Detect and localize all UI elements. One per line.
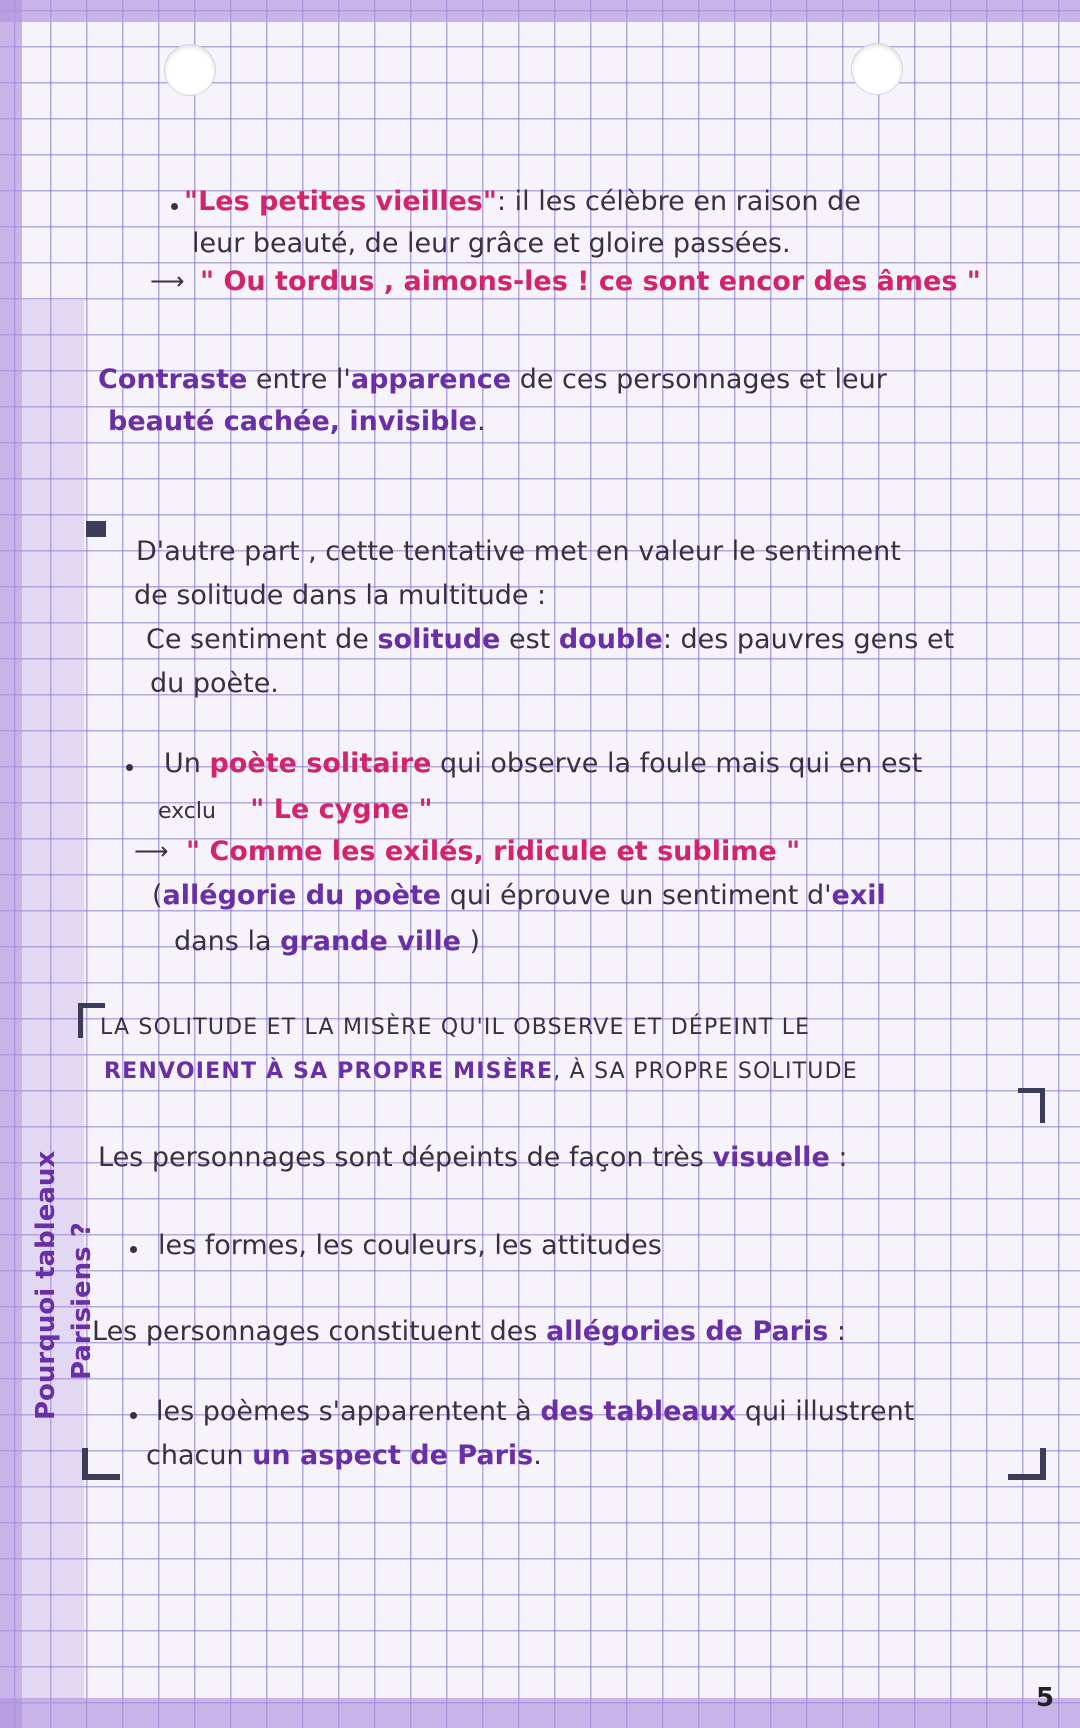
tableaux-text: Les personnages sont dépeints de façon très <box>98 1142 704 1173</box>
hidden-beauty-keyword: beauté cachée, invisible <box>108 406 477 437</box>
arrow-icon: ⟶ <box>150 267 185 295</box>
punch-hole-left <box>165 45 215 95</box>
paren-open: ( <box>152 880 163 911</box>
quote-line: " Ou tordus , aimons-les ! ce sont encor des âmes " <box>200 266 981 297</box>
cygne-line-5 <box>174 924 480 960</box>
colon: : <box>838 1142 848 1173</box>
period-2: . <box>533 1440 542 1471</box>
caps-line-1: LA SOLITUDE ET LA MISÈRE QU'IL OBSERVE ET DÉPEINT LE <box>100 1015 811 1040</box>
bullet-dot <box>130 1246 137 1253</box>
cygne-line-1 <box>164 746 922 782</box>
solitude-text: Ce sentiment de <box>146 624 369 655</box>
page-edge-left <box>0 0 22 1728</box>
solitary-poet-keyword: poète solitaire <box>209 748 432 779</box>
section-marker-icon <box>86 521 106 537</box>
solitude-text-2: est <box>508 624 551 655</box>
cygne-text-3: qui éprouve un sentiment d' <box>449 880 832 911</box>
allegory-keyword: allégorie du poète <box>162 880 442 911</box>
bracket-bottom-left-icon <box>82 1448 120 1480</box>
solitude-text-3: : des pauvres gens et <box>662 624 955 655</box>
paintings-keyword: des tableaux <box>540 1396 737 1427</box>
cygne-text-2: qui observe la foule mais qui en est <box>440 748 923 779</box>
margin-note-line-2: Parisiens ? <box>67 1222 97 1380</box>
solitude-line-3 <box>146 622 954 658</box>
solitude-line-4: du poète. <box>150 668 279 699</box>
exile-keyword: exil <box>831 880 886 911</box>
tableaux-line-5 <box>146 1438 542 1474</box>
contrast-text: entre l' <box>255 364 351 395</box>
allegories-keyword: allégories de Paris <box>546 1316 829 1347</box>
petites-vieilles-line-2: leur beauté, de leur grâce et gloire passées. <box>192 228 791 259</box>
page-number: 5 <box>1036 1683 1055 1713</box>
solitude-line-2: de solitude dans la multitude : <box>134 580 547 611</box>
cygne-text-4: dans la <box>174 926 272 957</box>
colon-2: : <box>836 1316 847 1347</box>
tableaux-text-2: Les personnages constituent des <box>92 1316 538 1347</box>
cygne-title: " Le cygne " <box>250 794 433 825</box>
tableaux-line-1 <box>98 1140 847 1176</box>
cygne-line-4 <box>152 878 886 914</box>
solitude-keyword: solitude <box>377 624 501 655</box>
bracket-top-right-icon <box>1018 1088 1045 1123</box>
margin-note-line-1: Pourquoi tableaux <box>31 1150 61 1420</box>
misery-keyword: RENVOIENT À SA PROPRE MISÈRE <box>104 1059 554 1084</box>
big-city-keyword: grande ville <box>280 926 461 957</box>
tableaux-text-5: chacun <box>146 1440 244 1471</box>
page-edge-bottom <box>0 1698 1080 1728</box>
petites-vieilles-line <box>184 184 861 220</box>
paren-close: ) <box>469 926 481 957</box>
paris-aspect-keyword: un aspect de Paris <box>252 1440 534 1471</box>
poem-title: "Les petites vieilles" <box>184 186 497 217</box>
tableaux-text-4: qui illustrent <box>744 1396 915 1427</box>
apparence-keyword: apparence <box>350 364 512 395</box>
cygne-line-2 <box>158 792 433 830</box>
page-edge-top <box>0 0 1080 22</box>
punch-hole-right <box>852 44 902 94</box>
cygne-quote: " Comme les exilés, ridicule et sublime " <box>186 836 801 867</box>
contrast-keyword: Contraste <box>98 364 248 395</box>
exclu-text: exclu <box>158 799 216 824</box>
caps-line-2 <box>104 1054 858 1090</box>
arrow-icon: ⟶ <box>134 837 169 865</box>
poem-description: : il les célèbre en raison de <box>496 186 861 217</box>
contrast-line-2 <box>108 404 486 440</box>
contrast-line-1 <box>98 362 887 398</box>
bracket-bottom-right-icon <box>1008 1448 1046 1480</box>
margin-band <box>22 300 84 1700</box>
tableaux-line-2: les formes, les couleurs, les attitudes <box>158 1230 662 1261</box>
bullet-dot <box>130 1412 137 1419</box>
tableaux-line-3 <box>92 1314 846 1350</box>
bullet-dot <box>126 764 133 771</box>
contrast-text-2: de ces personnages et leur <box>519 364 887 395</box>
tableaux-text-3: les poèmes s'apparentent à <box>156 1396 532 1427</box>
double-keyword: double <box>558 624 663 655</box>
bullet-dot <box>171 203 178 210</box>
tableaux-line-4 <box>156 1394 914 1430</box>
visual-keyword: visuelle <box>712 1142 830 1173</box>
cygne-text: Un <box>164 748 201 779</box>
solitude-line-1: D'autre part , cette tentative met en valeur le sentiment <box>136 536 901 567</box>
own-solitude-text: , À SA PROPRE SOLITUDE <box>553 1059 858 1084</box>
period: . <box>476 406 486 437</box>
margin-note <box>28 1060 108 1420</box>
